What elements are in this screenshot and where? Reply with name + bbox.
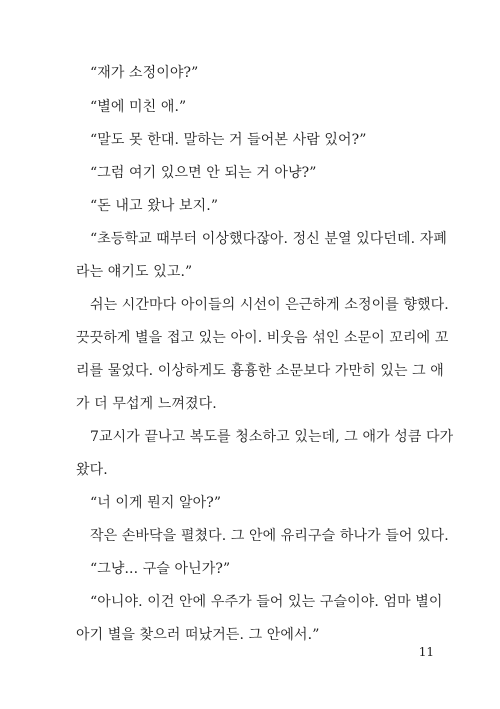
text-line: 라는 얘기도 있고.” — [76, 264, 193, 280]
text-line: “말도 못 한대. 말하는 거 들어본 사람 있어?” — [90, 132, 367, 148]
text-line: “그냥... 구슬 아닌가?” — [90, 561, 231, 577]
page-number: 11 — [418, 645, 434, 659]
text-line: 가 더 무섭게 느껴졌다. — [76, 396, 217, 412]
text-line: “재가 소정이야?” — [90, 65, 199, 81]
text-line: “그럼 여기 있으면 안 되는 거 아냥?” — [90, 165, 317, 181]
text-line: “돈 내고 왔나 보지.” — [90, 198, 219, 214]
text-line: 7교시가 끝나고 복도를 청소하고 있는데, 그 애가 성큼 다가 — [90, 429, 454, 445]
text-line: 아기 별을 찾으러 떠났거든. 그 안에서.” — [76, 627, 320, 643]
text-line: 리를 물었다. 이상하게도 흉흉한 소문보다 가만히 있는 그 애 — [76, 363, 444, 379]
text-line: 쉬는 시간마다 아이들의 시선이 은근하게 소정이를 향했다. — [90, 297, 449, 313]
text-line: “별에 미친 애.” — [90, 99, 187, 115]
text-line: “초등학교 때부터 이상했다잖아. 정신 분열 있다던데. 자폐 — [90, 231, 448, 247]
text-line: 왔다. — [76, 462, 108, 478]
text-line: “아니야. 이건 안에 우주가 들어 있는 구슬이야. 엄마 별이 — [90, 594, 443, 610]
text-line: 끗끗하게 별을 접고 있는 아이. 비웃음 섞인 소문이 꼬리에 꼬 — [76, 330, 449, 346]
text-line: 작은 손바닥을 펼쳤다. 그 안에 유리구슬 하나가 들어 있다. — [90, 528, 449, 544]
text-line: “너 이게 뭔지 알아?” — [90, 495, 222, 511]
